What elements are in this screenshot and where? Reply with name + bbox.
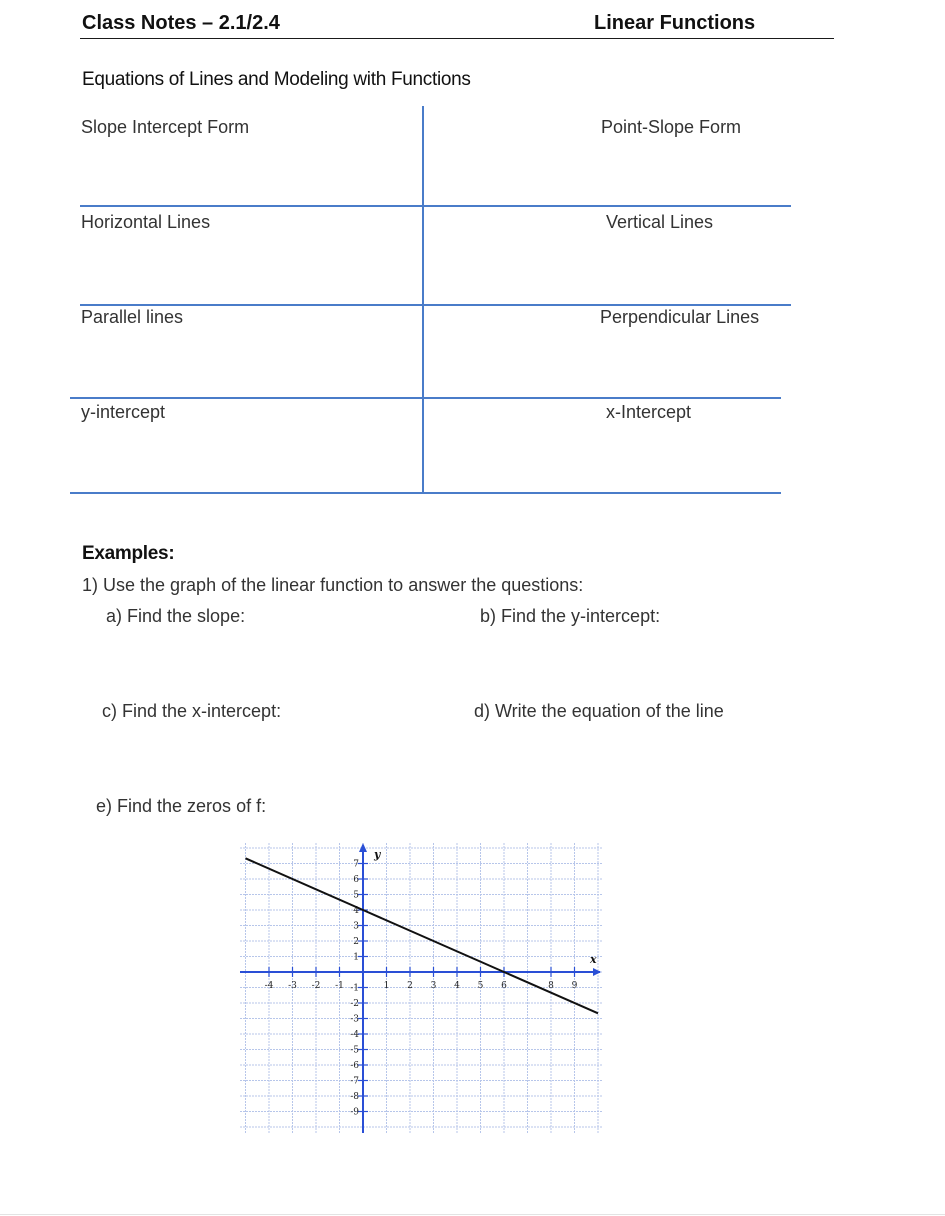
- table-row-rule: [80, 304, 791, 306]
- section-title: Equations of Lines and Modeling with Functions: [82, 69, 471, 90]
- x-tick-label: 5: [477, 981, 484, 991]
- x-tick-label: -3: [288, 981, 297, 991]
- x-axis-label: x: [590, 953, 597, 966]
- y-tick-label: -3: [350, 1014, 359, 1025]
- y-tick-label: 5: [353, 890, 359, 901]
- x-axis-arrow-icon: [593, 968, 601, 976]
- header-rule: [80, 38, 834, 39]
- class-notes-title: Class Notes – 2.1/2.4: [82, 12, 280, 34]
- question-e: e) Find the zeros of f:: [96, 796, 267, 816]
- table-cell-y-intercept: y-intercept: [81, 402, 166, 422]
- question-b: b) Find the y-intercept:: [480, 606, 661, 626]
- table-cell-horizontal-lines: Horizontal Lines: [81, 212, 211, 232]
- table-divider: [422, 106, 424, 493]
- y-tick-label: -9: [350, 1107, 359, 1118]
- y-tick-label: -7: [350, 1076, 359, 1087]
- y-tick-label: -2: [350, 999, 359, 1009]
- topic-title: Linear Functions: [594, 12, 756, 34]
- table-cell-vertical-lines: Vertical Lines: [606, 212, 714, 232]
- x-tick-label: -1: [335, 981, 344, 991]
- y-tick-label: 3: [353, 921, 359, 932]
- y-tick-label: -5: [350, 1045, 359, 1056]
- table-cell-x-intercept: x-Intercept: [606, 402, 692, 422]
- y-axis-label: y: [374, 848, 381, 861]
- linear-function-graph: [240, 843, 602, 1133]
- y-tick-label: -4: [350, 1030, 359, 1040]
- table-cell-parallel-lines: Parallel lines: [81, 307, 184, 327]
- y-tick-label: -1: [350, 983, 359, 994]
- x-tick-label: 9: [571, 981, 578, 991]
- question-d: d) Write the equation of the line: [474, 701, 724, 721]
- y-tick-label: 6: [353, 875, 359, 885]
- x-tick-label: 1: [383, 981, 390, 991]
- x-tick-label: -4: [264, 981, 274, 991]
- y-tick-label: 7: [353, 859, 359, 870]
- x-tick-label: 4: [454, 981, 460, 991]
- question-a: a) Find the slope:: [106, 606, 246, 626]
- y-tick-label: 1: [353, 952, 359, 963]
- question-c: c) Find the x-intercept:: [102, 701, 282, 721]
- y-tick-label: 4: [353, 906, 359, 916]
- table-row-rule: [70, 397, 781, 399]
- table-cell-point-slope: Point-Slope Form: [601, 117, 742, 137]
- table-row-rule: [70, 492, 781, 494]
- examples-heading: Examples:: [82, 543, 175, 564]
- y-tick-label: 2: [353, 937, 359, 947]
- table-cell-perpendicular-lines: Perpendicular Lines: [600, 307, 760, 327]
- table-cell-slope-intercept: Slope Intercept Form: [81, 117, 250, 137]
- x-tick-label: -2: [311, 981, 321, 991]
- page-bottom-edge: [0, 1214, 945, 1215]
- function-line: [246, 858, 599, 1013]
- x-tick-label: 6: [501, 981, 507, 991]
- y-tick-label: -8: [350, 1092, 359, 1102]
- x-tick-label: 2: [407, 981, 413, 991]
- table-row-rule: [80, 205, 791, 207]
- x-tick-label: 3: [430, 981, 437, 991]
- problem-statement: 1) Use the graph of the linear function to answer the questions:: [82, 575, 584, 595]
- y-tick-label: -6: [350, 1061, 359, 1071]
- x-tick-label: 8: [548, 981, 554, 991]
